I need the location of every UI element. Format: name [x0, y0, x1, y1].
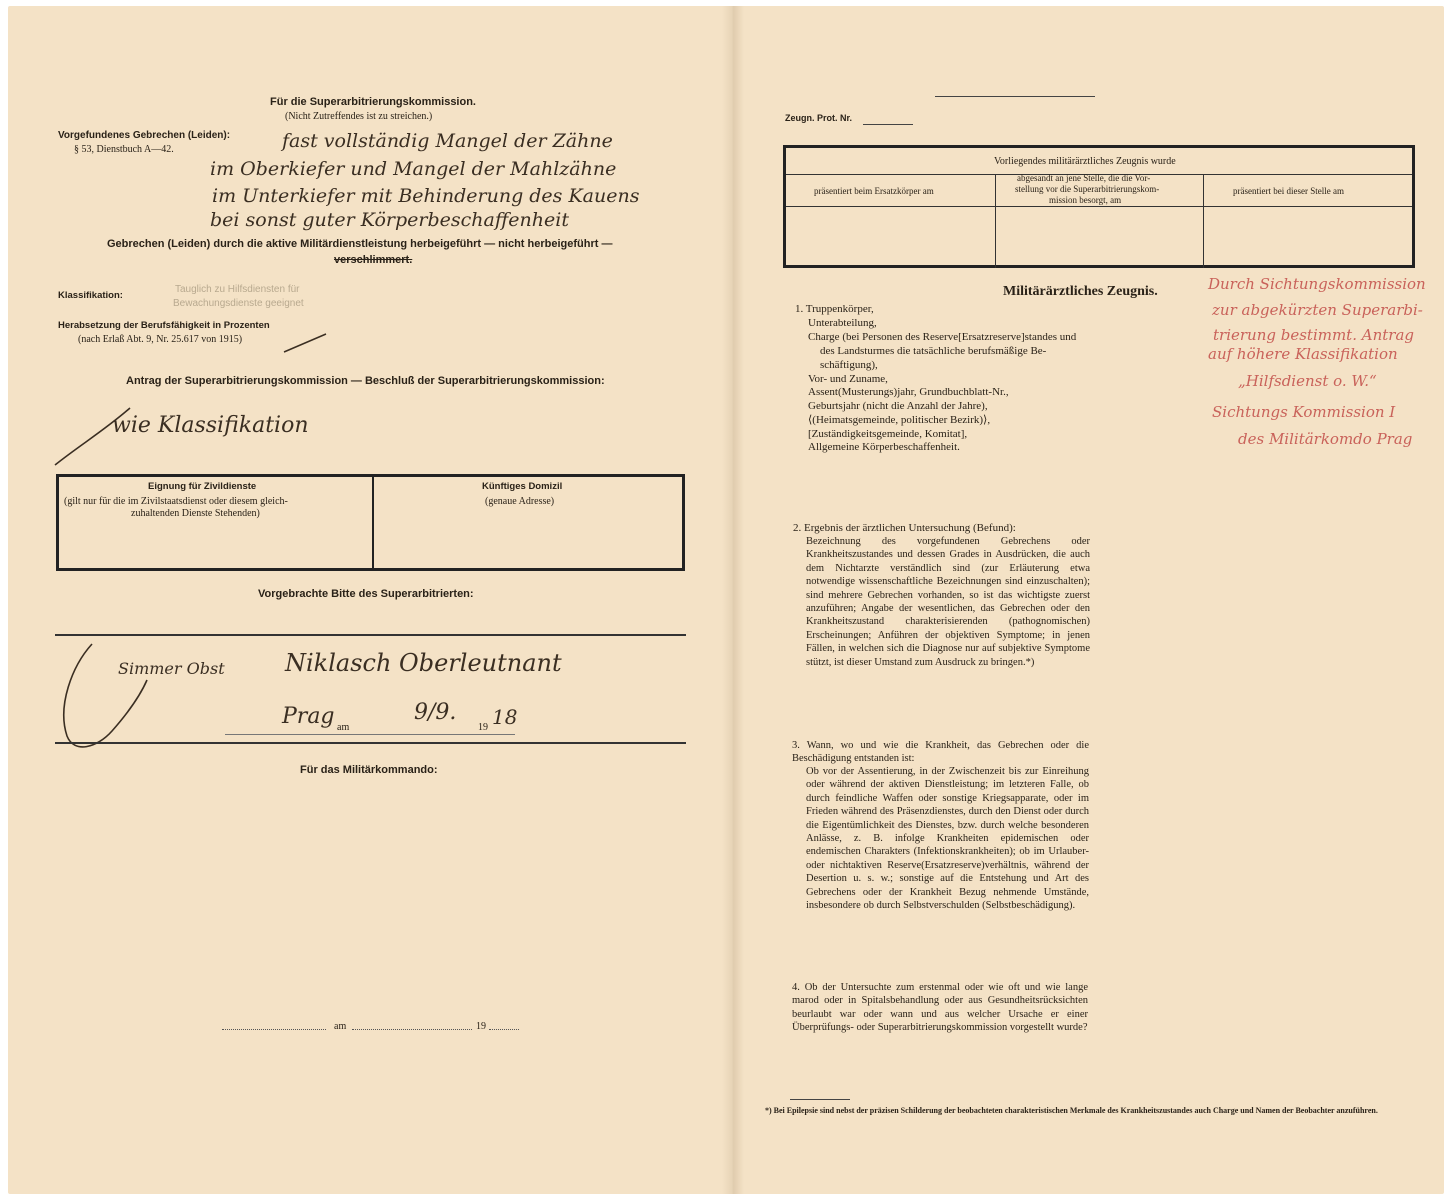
signature-main: Niklasch Oberleutnant — [285, 649, 562, 677]
zeugn-label: Zeugn. Prot. Nr. — [785, 113, 853, 123]
bitte-heading: Vorgebrachte Bitte des Superarbitrierten: — [258, 588, 474, 600]
item1-line-4: des Landsturmes die tatsächliche berufsmäßige Be- — [820, 345, 1047, 357]
item2-text: Bezeichnung des vorgefundenen Gebrechens oder Krankheitszustandes und dessen Grades in Ausdrücken, die auch dem Nichtarzte verständlich sind (zur Erläuterung etwa notwendige wissenschaftliche Bezeichnungen sind einzuschalten); sind mehrere Gebrechen vorhanden, so ist das wichtigste zuerst anzuführen; Angabe der wesentlichen, das Gebrechen oder den Krankheitszustand charakterisierenden (pathognomischen) Erscheinungen; Anführen der objektiven Symptome; in jenen Fällen, in welchen sich die Diagnose nur auf subjektive Symptome stützt, ist dieser Umstand zum Ausdruck zu bringen.*) — [806, 536, 1090, 668]
footnote: *) Bei Epilepsie sind nebst der präzisen Schilderung der beobachteten charakteristischen Merkmale des Krankheitszustandes auch Charge und Namen der Beobachter anzuführen. — [765, 1106, 1378, 1115]
box-left-sub-1: (gilt nur für die im Zivilstaatsdienst oder diesem gleich- — [64, 496, 288, 507]
klassifikation-stamp-line-2: Bewachungsdienste geeignet — [173, 298, 304, 309]
page-fold — [722, 6, 744, 1194]
table-col-divider-2 — [1203, 174, 1204, 268]
red-note-line-3: trierung bestimmt. Antrag — [1213, 326, 1414, 344]
item1-line-2: Unterabteilung, — [808, 317, 877, 329]
bottom-year-line — [489, 1029, 519, 1031]
red-note-line-2: zur abgekürzten Superarbi- — [1212, 301, 1423, 319]
item1-line-10: [Zuständigkeitsgemeinde, Komitat], — [808, 428, 968, 440]
item1-line-8: Geburtsjahr (nicht die Anzahl der Jahre), — [808, 400, 988, 412]
antrag-pen-stroke — [50, 400, 140, 470]
handwritten-gebrechen-line-1: fast vollständig Mangel der Zähne — [282, 130, 613, 152]
am-label: am — [337, 722, 350, 733]
bottom-year: 19 — [476, 1021, 486, 1032]
item1-line-9: ⟨(Heimatsgemeinde, politischer Bezirk)⟩, — [808, 414, 991, 426]
footnote-rule — [790, 1099, 850, 1100]
handwritten-gebrechen-line-3: im Unterkiefer mit Behinderung des Kauens — [212, 185, 640, 207]
left-header: Für die Superarbitrierungskommission. — [270, 96, 476, 108]
bottom-date-line — [352, 1029, 472, 1031]
box-right-sub: (genaue Adresse) — [485, 496, 555, 507]
gebrechen-label: Vorgefundenes Gebrechen (Leiden): — [58, 130, 231, 141]
signature-flourish — [52, 636, 172, 756]
red-note-line-4: auf höhere Klassifikation — [1208, 345, 1398, 363]
year-handwritten: 18 — [492, 705, 518, 729]
item4-text: 4. Ob der Untersuchte zum erstenmal oder wie oft und wie lange marod oder in Spitalsbehandlung oder aus Gesundheitsrücksichten beurlaubt war oder wann und aus welcher Ursache er einer Überprüfungs- oder Superarbitrierungskommission vorgestellt wurde? — [792, 982, 1088, 1034]
signature-margin: Simmer Obst — [118, 659, 225, 678]
bitte-rule-bottom — [55, 742, 686, 744]
place-handwritten: Prag — [282, 704, 335, 729]
zeugn-line — [863, 124, 913, 125]
item1-line-3: Charge (bei Personen des Reserve[Ersatzreserve]standes und — [808, 331, 1077, 343]
table-title: Vorliegendes militärärztliches Zeugnis wurde — [994, 156, 1176, 167]
handwritten-gebrechen-line-4: bei sonst guter Körperbeschaffenheit — [210, 209, 569, 231]
item1-line-7: Assent(Musterungs)jahr, Grundbuchblatt-Nr., — [808, 386, 1009, 398]
militaerkommando-label: Für das Militärkommando: — [300, 764, 438, 776]
top-rule — [935, 96, 1095, 97]
box-right-title: Künftiges Domizil — [482, 481, 563, 492]
zeugnis-title: Militärärztliches Zeugnis. — [1003, 284, 1158, 299]
red-note-line-7: des Militärkomdo Prag — [1238, 430, 1413, 448]
date-line — [225, 734, 515, 735]
item1-line-1: 1. Truppenkörper, — [795, 303, 874, 315]
zivildienst-divider — [372, 477, 374, 569]
antrag-handwritten: wie Klassifikation — [112, 413, 309, 438]
gebrechen-ref: § 53, Dienstbuch A—42. — [74, 144, 174, 155]
table-col-divider-1 — [995, 174, 996, 268]
box-left-title: Eignung für Zivildienste — [148, 481, 257, 492]
item1-line-11: Allgemeine Körperbeschaffenheit. — [808, 441, 960, 453]
table-col-3: präsentiert bei dieser Stelle am — [1233, 186, 1344, 196]
herabsetzung-label: Herabsetzung der Berufsfähigkeit in Prozenten — [58, 320, 270, 331]
handwritten-gebrechen-line-2: im Oberkiefer und Mangel der Mahlzähne — [210, 158, 617, 180]
herabsetzung-dash-mark — [280, 330, 330, 356]
table-col-2-line-3: mission besorgt, am — [1049, 195, 1122, 205]
red-note-line-6: Sichtungs Kommission I — [1212, 403, 1396, 421]
gebrechen-line-2: verschlimmert. — [334, 254, 413, 266]
year-prefix: 19 — [478, 722, 488, 733]
bottom-am: am — [334, 1021, 347, 1032]
table-rule-2 — [786, 206, 1412, 207]
item3-heading: 3. Wann, wo und wie die Krankheit, das Gebrechen oder die Beschädigung entstanden ist: — [792, 740, 1089, 765]
klassifikation-label: Klassifikation: — [58, 290, 123, 301]
klassifikation-stamp-line-1: Tauglich zu Hilfsdiensten für — [175, 284, 300, 295]
table-col-2-line-1: abgesandt an jene Stelle, die die Vor- — [1017, 173, 1151, 183]
table-col-1: präsentiert beim Ersatzkörper am — [814, 186, 934, 196]
box-left-sub-2: zuhaltenden Dienste Stehenden) — [131, 508, 260, 519]
bottom-place-line — [222, 1029, 326, 1031]
red-note-line-1: Durch Sichtungskommission — [1208, 275, 1426, 293]
item3-text: Ob vor der Assentierung, in der Zwischenzeit bis zur Einreihung oder während der aktiven Dienstleistung; im letzteren Falle, ob durch feindliche Waffen oder sonstige Kriegsapparate, oder im Frieden während des Präsenzdienstes, durch den Dienst oder durch die Eigentümlichkeit des Dienstes, bzw. durch welche besonderen Anlässe, z. B. infolge Krankheiten epidemischen oder endemischen Charakters (Infektionskrankheiten); ob im Urlauber- oder nichtaktiven Reserve(Ersatzreserve)verhältnis, während der Desertion u. s. w.; sonstige auf die Entstehung und Art des Gebrechens oder der Krankheit Bezug nehmende Umstände, insbesondere ob durch Selbstverschulden (Selbstbeschädigung). — [806, 766, 1089, 912]
date-handwritten: 9/9. — [414, 700, 457, 725]
item2-heading: 2. Ergebnis der ärztlichen Untersuchung (Befund): — [793, 522, 1016, 534]
item1-line-5: schäftigung), — [820, 359, 878, 371]
left-subheader: (Nicht Zutreffendes ist zu streichen.) — [285, 111, 433, 122]
gebrechen-line-1: Gebrechen (Leiden) durch die aktive Militärdienstleistung herbeigeführt — nicht herbeigeführt — — [107, 238, 613, 250]
antrag-heading: Antrag der Superarbitrierungskommission — Beschluß der Superarbitrierungskommission: — [126, 375, 605, 387]
red-note-line-5: „Hilfsdienst o. W.“ — [1238, 372, 1377, 390]
herabsetzung-ref: (nach Erlaß Abt. 9, Nr. 25.617 von 1915) — [78, 334, 243, 345]
item1-line-6: Vor- und Zuname, — [808, 373, 888, 385]
table-col-2-line-2: stellung vor die Superarbitrierungskom- — [1015, 184, 1160, 194]
